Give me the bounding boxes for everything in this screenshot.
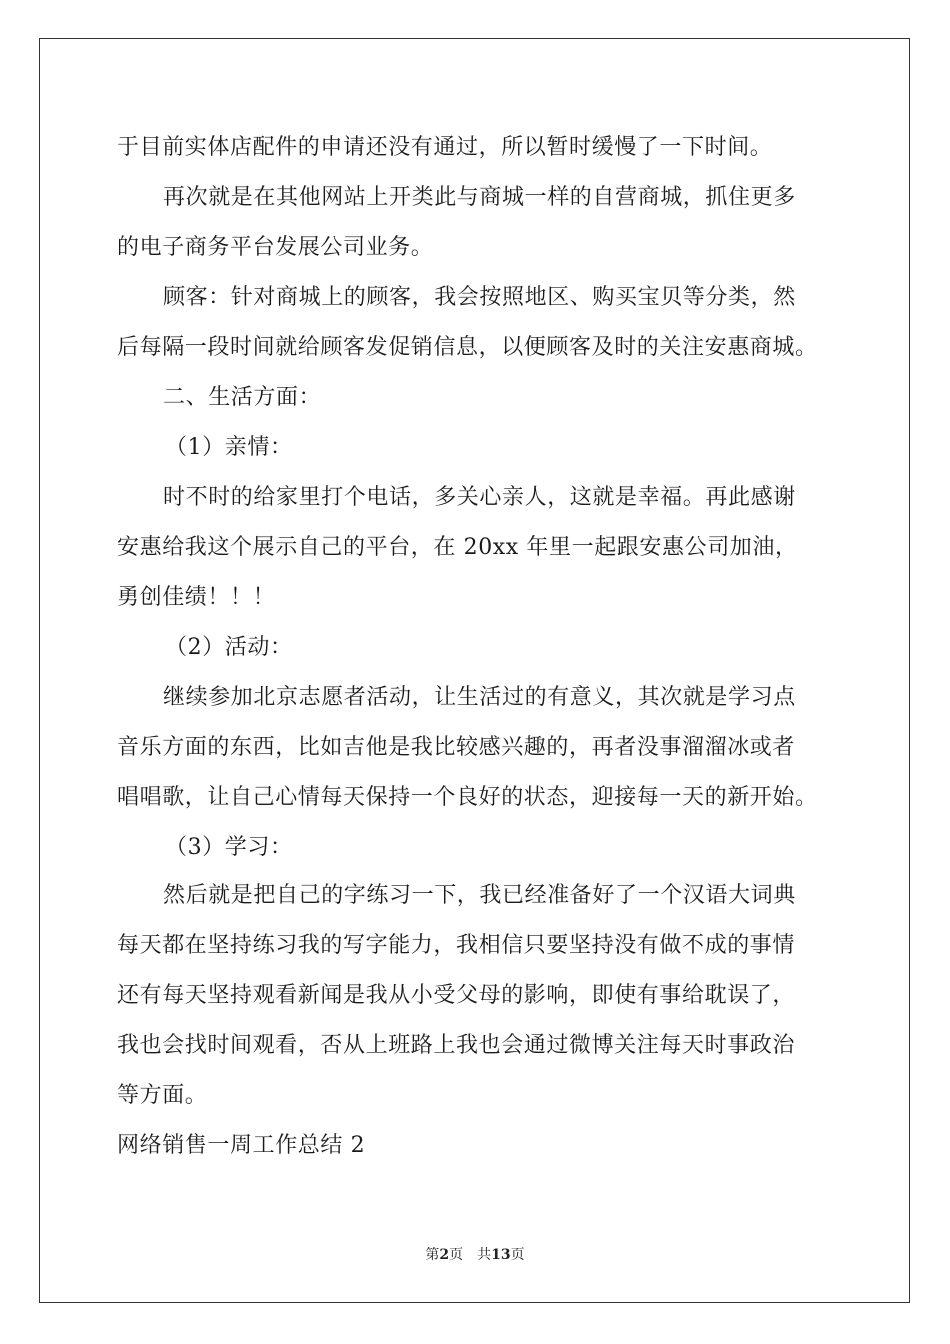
text-line: 然后就是把自己的字练习一下，我已经准备好了一个汉语大词典 — [163, 883, 796, 908]
footer-page-suffix: 页 共 — [449, 1247, 492, 1263]
footer-total-pages: 13 — [491, 1247, 511, 1263]
text-line: 继续参加北京志愿者活动，让生活过的有意义，其次就是学习点 — [163, 685, 796, 710]
footer-page-number: 2 — [439, 1247, 450, 1263]
subsection-heading: （3）学习： — [165, 835, 293, 860]
text-line: 的电子商务平台发展公司业务。 — [117, 235, 434, 260]
text-line: 每天都在坚持练习我的写字能力，我相信只要坚持没有做不成的事情 — [117, 933, 796, 958]
page-footer — [0, 1246, 950, 1264]
subsection-heading: （1）亲情： — [165, 435, 293, 460]
text-line: 时不时的给家里打个电话，多关心亲人，这就是幸福。再此感谢 — [163, 485, 796, 510]
text-line: 音乐方面的东西，比如吉他是我比较感兴趣的，再者没事溜溜冰或者 — [117, 735, 796, 760]
text-line: 唱唱歌，让自己心情每天保持一个良好的状态，迎接每一天的新开始。 — [117, 785, 818, 810]
section-heading: 二、生活方面： — [163, 385, 322, 410]
text-line: 等方面。 — [117, 1083, 208, 1108]
text-line: 顾客：针对商城上的顾客，我会按照地区、购买宝贝等分类，然 — [163, 285, 796, 310]
footer-page-prefix: 第 — [425, 1247, 440, 1263]
page-border — [39, 38, 910, 1303]
text-line: 于目前实体店配件的申请还没有通过，所以暂时缓慢了一下时间。 — [117, 135, 773, 160]
text-line: 勇创佳绩！！！ — [117, 585, 276, 610]
document-title: 网络销售一周工作总结 2 — [117, 1133, 366, 1158]
text-line: 还有每天坚持观看新闻是我从小受父母的影响，即使有事给耽误了， — [117, 983, 796, 1008]
text-line: 后每隔一段时间就给顾客发促销信息，以便顾客及时的关注安惠商城。 — [117, 335, 818, 360]
footer-total-suffix: 页 — [510, 1247, 525, 1263]
text-line: 安惠给我这个展示自己的平台，在 20xx 年里一起跟安惠公司加油， — [117, 535, 798, 560]
text-line: 我也会找时间观看，否从上班路上我也会通过微博关注每天时事政治 — [117, 1033, 796, 1058]
text-line: 再次就是在其他网站上开类此与商城一样的自营商城，抓住更多 — [163, 185, 796, 210]
subsection-heading: （2）活动： — [165, 635, 293, 660]
